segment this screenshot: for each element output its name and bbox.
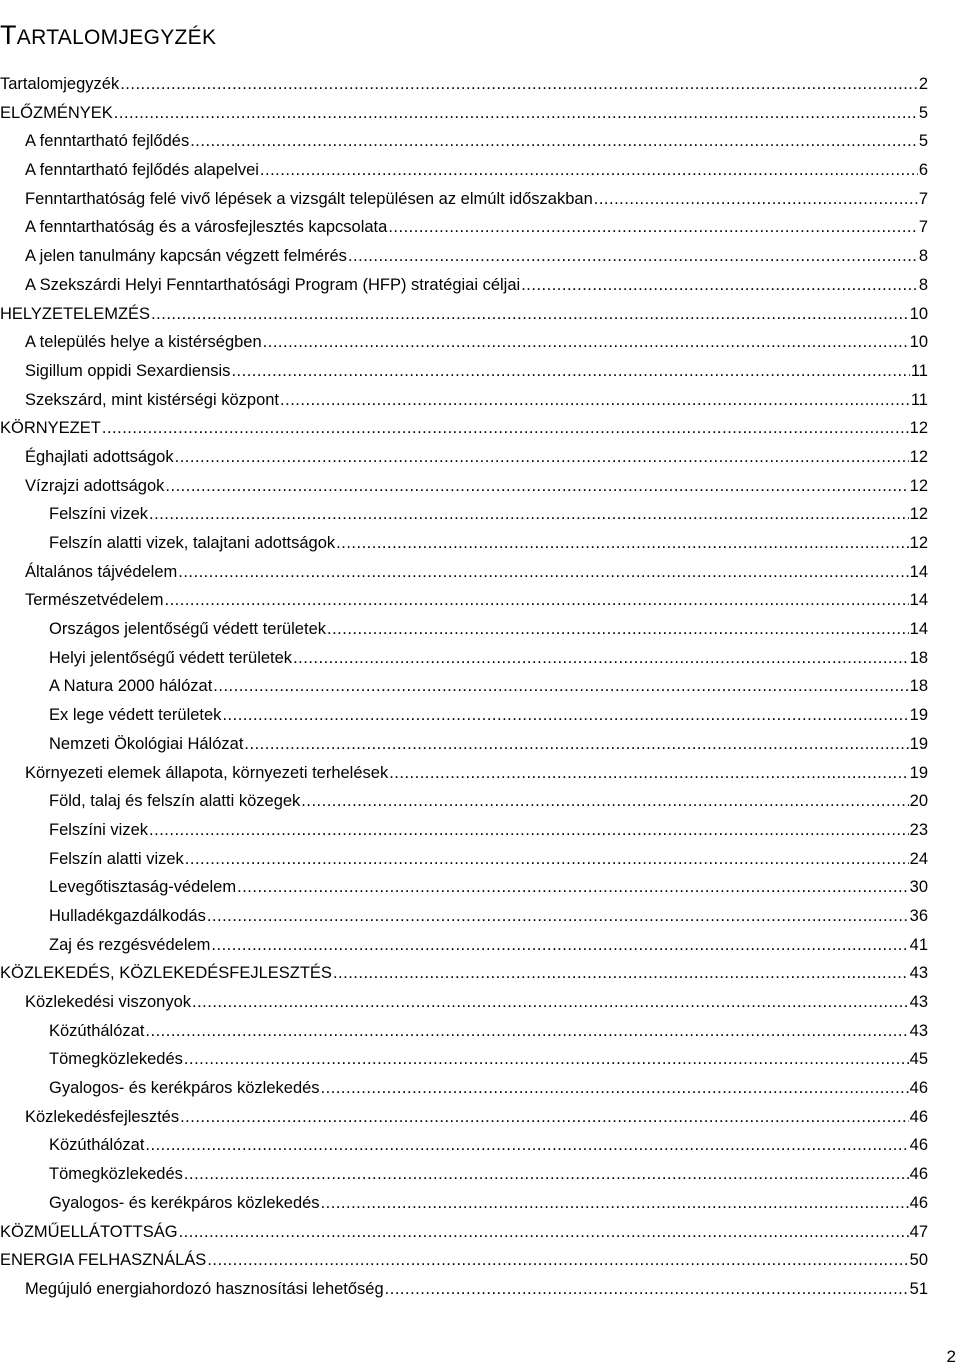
dot-leader bbox=[321, 1189, 909, 1218]
toc-entry-page: 14 bbox=[909, 562, 928, 581]
toc-entry-label: Közlekedésfejlesztés bbox=[25, 1107, 180, 1126]
toc-entry-page: 18 bbox=[909, 677, 928, 696]
toc-entry-page: 10 bbox=[909, 333, 928, 352]
dot-leader bbox=[102, 414, 909, 443]
toc-entry-label: Zaj és rezgésvédelem bbox=[49, 935, 211, 954]
dot-leader bbox=[348, 242, 918, 271]
toc-entry-page: 46 bbox=[909, 1079, 928, 1098]
toc-entry-label: Szekszárd, mint kistérségi központ bbox=[25, 390, 280, 409]
dot-leader bbox=[178, 558, 908, 587]
title-first-letter: T bbox=[0, 20, 17, 51]
toc-entry-page: 5 bbox=[918, 103, 928, 122]
dot-leader bbox=[388, 213, 918, 242]
dot-leader bbox=[280, 386, 910, 415]
toc-entry-page: 18 bbox=[909, 648, 928, 667]
toc-entry[interactable] bbox=[0, 185, 928, 214]
toc-entry-label: Ex lege védett területek bbox=[49, 706, 222, 725]
toc-entry[interactable] bbox=[0, 586, 928, 615]
dot-leader bbox=[207, 1246, 908, 1275]
dot-leader bbox=[327, 615, 909, 644]
toc-entry[interactable] bbox=[0, 1045, 928, 1074]
toc-entry-label: Környezeti elemek állapota, környezeti terhelések bbox=[25, 763, 389, 782]
toc-entry[interactable] bbox=[0, 1103, 928, 1132]
dot-leader bbox=[207, 902, 909, 931]
dot-leader bbox=[185, 845, 909, 874]
dot-leader bbox=[164, 586, 908, 615]
toc-entry-page: 24 bbox=[909, 849, 928, 868]
dot-leader bbox=[180, 1103, 909, 1132]
dot-leader bbox=[145, 1017, 908, 1046]
dot-leader bbox=[114, 99, 918, 128]
dot-leader bbox=[385, 1275, 909, 1304]
toc-entry[interactable] bbox=[0, 1189, 928, 1218]
dot-leader bbox=[333, 959, 909, 988]
dot-leader bbox=[175, 443, 909, 472]
toc-entry-label: Sigillum oppidi Sexardiensis bbox=[25, 361, 231, 380]
dot-leader bbox=[521, 271, 918, 300]
toc-entry-label: KÖZMŰELLÁTOTTSÁG bbox=[0, 1222, 178, 1241]
toc-entry-label: A fenntarthatóság és a városfejlesztés kapcsolata bbox=[25, 218, 388, 237]
toc-entry[interactable] bbox=[0, 1074, 928, 1103]
dot-leader bbox=[184, 1160, 909, 1189]
toc-entry[interactable] bbox=[0, 213, 928, 242]
toc-entry-page: 43 bbox=[909, 993, 928, 1011]
toc-entry-label: Gyalogos- és kerékpáros közlekedés bbox=[49, 1193, 320, 1212]
page-number: 2 bbox=[946, 1347, 956, 1366]
toc-entry[interactable] bbox=[0, 873, 928, 902]
toc-entry-page: 50 bbox=[909, 1251, 928, 1270]
toc-entry[interactable] bbox=[0, 271, 928, 300]
toc-entry-page: 46 bbox=[909, 1193, 928, 1212]
toc-entry-label: A jelen tanulmány kapcsán végzett felmérés bbox=[25, 247, 347, 266]
toc-entry[interactable] bbox=[0, 1246, 928, 1275]
dot-leader bbox=[165, 472, 908, 501]
toc-entry-page: 30 bbox=[909, 878, 928, 897]
toc-entry-page: 7 bbox=[918, 218, 928, 237]
toc-entry[interactable] bbox=[0, 730, 928, 759]
toc-entry[interactable] bbox=[0, 156, 928, 185]
toc-entry-page: 47 bbox=[909, 1222, 928, 1241]
toc-entry[interactable] bbox=[0, 127, 928, 156]
toc-entry-page: 19 bbox=[909, 763, 928, 782]
toc-entry-page: 11 bbox=[910, 390, 928, 409]
title-rest: ARTALOMJEGYZÉK bbox=[16, 26, 217, 50]
dot-leader bbox=[149, 816, 909, 845]
toc-entry-label: Megújuló energiahordozó hasznosítási lehetőség bbox=[25, 1279, 384, 1298]
toc-entry-page: 8 bbox=[918, 275, 928, 294]
toc-entry-page: 12 bbox=[909, 419, 928, 438]
toc-entry-label: A fenntartható fejlődés bbox=[25, 132, 190, 151]
toc-entry-label: Helyi jelentőségű védett területek bbox=[49, 648, 293, 667]
dot-leader bbox=[321, 1074, 909, 1103]
toc-entry-page: 36 bbox=[909, 906, 928, 925]
toc-entry-label: Felszín alatti vizek, talajtani adottságok bbox=[49, 534, 336, 552]
dot-leader bbox=[260, 156, 918, 185]
dot-leader bbox=[389, 759, 908, 788]
dot-leader bbox=[211, 931, 908, 960]
toc-entry-label: Hulladékgazdálkodás bbox=[49, 906, 206, 925]
toc-entry[interactable] bbox=[0, 1160, 928, 1189]
toc-entry-page: 43 bbox=[909, 964, 928, 983]
toc-entry-page: 51 bbox=[909, 1279, 928, 1298]
toc-entry-label: Gyalogos- és kerékpáros közlekedés bbox=[49, 1079, 320, 1098]
toc-entry-label: Természetvédelem bbox=[25, 591, 164, 610]
dot-leader bbox=[184, 1045, 909, 1074]
toc-entry-label: Föld, talaj és felszín alatti közegek bbox=[49, 792, 301, 811]
dot-leader bbox=[222, 701, 908, 730]
dot-leader bbox=[190, 127, 918, 156]
toc-entry-page: 12 bbox=[909, 476, 928, 495]
toc-entry[interactable] bbox=[0, 357, 928, 386]
toc-entry-page: 7 bbox=[918, 189, 928, 208]
toc-entry-label: Levegőtisztaság-védelem bbox=[49, 878, 237, 897]
toc-entry-label: Felszín alatti vizek bbox=[49, 849, 184, 868]
toc-entry-page: 14 bbox=[909, 620, 928, 639]
toc-entry-page: 14 bbox=[909, 591, 928, 610]
toc-entry-page: 46 bbox=[909, 1165, 928, 1184]
toc-entry-page: 10 bbox=[909, 304, 928, 323]
dot-leader bbox=[263, 328, 909, 357]
toc-entry-page: 12 bbox=[909, 534, 928, 552]
dot-leader bbox=[244, 730, 908, 759]
toc-entry[interactable] bbox=[0, 529, 928, 558]
toc-entry-page: 2 bbox=[918, 75, 928, 93]
toc-entry-label: Tömegközlekedés bbox=[49, 1050, 183, 1069]
dot-leader bbox=[293, 644, 909, 673]
dot-leader bbox=[151, 300, 909, 329]
dot-leader bbox=[149, 500, 909, 529]
toc-entry-label: A fenntartható fejlődés alapelvei bbox=[25, 161, 259, 180]
toc-entry[interactable] bbox=[0, 615, 928, 644]
toc-entry-label: Nemzeti Ökológiai Hálózat bbox=[49, 734, 244, 753]
toc-entry[interactable] bbox=[0, 959, 928, 988]
toc-entry[interactable] bbox=[0, 759, 928, 788]
toc-entry-page: 46 bbox=[909, 1136, 928, 1155]
toc-entry[interactable] bbox=[0, 414, 928, 443]
toc-entry-page: 20 bbox=[909, 792, 928, 811]
toc-entry-label: ELŐZMÉNYEK bbox=[0, 103, 113, 122]
toc-entry[interactable] bbox=[0, 386, 928, 415]
toc-entry-page: 12 bbox=[909, 505, 928, 524]
toc-entry-page: 12 bbox=[909, 447, 928, 466]
toc-entry[interactable] bbox=[0, 644, 928, 673]
toc-entry[interactable] bbox=[0, 1275, 928, 1304]
toc-entry-label: ENERGIA FELHASZNÁLÁS bbox=[0, 1251, 207, 1270]
toc-entry-page: 46 bbox=[909, 1107, 928, 1126]
toc-entry-label: Éghajlati adottságok bbox=[25, 447, 174, 466]
dot-leader bbox=[213, 672, 908, 701]
toc-entry-page: 41 bbox=[909, 935, 928, 954]
toc-entry[interactable] bbox=[0, 902, 928, 931]
toc-entry-page: 11 bbox=[910, 361, 928, 380]
toc-entry-label: HELYZETELEMZÉS bbox=[0, 304, 151, 323]
toc-entry-page: 19 bbox=[909, 706, 928, 725]
toc-entry[interactable] bbox=[0, 558, 928, 587]
dot-leader bbox=[336, 529, 908, 558]
toc-entry[interactable] bbox=[0, 1218, 928, 1247]
toc-entry[interactable] bbox=[0, 443, 928, 472]
toc-entry-label: A település helye a kistérségben bbox=[25, 333, 262, 352]
toc-entry-page: 19 bbox=[909, 734, 928, 753]
toc-entry-page: 45 bbox=[909, 1050, 928, 1069]
toc-entry[interactable] bbox=[0, 99, 928, 128]
toc-entry[interactable] bbox=[0, 845, 928, 874]
toc-entry-label: Felszíni vizek bbox=[49, 505, 149, 524]
toc-entry[interactable] bbox=[0, 672, 928, 701]
toc-entry-label: Fenntarthatóság felé vivő lépések a vizsgált településen az elmúlt időszakban bbox=[25, 189, 593, 208]
toc-entry-label: Közúthálózat bbox=[49, 1136, 145, 1155]
toc-entry-label: Tartalomjegyzék bbox=[0, 75, 120, 93]
toc-entry[interactable] bbox=[0, 242, 928, 271]
toc-entry-label: Tömegközlekedés bbox=[49, 1165, 183, 1184]
page-title bbox=[0, 20, 216, 51]
toc-entry-label: Közúthálózat bbox=[49, 1021, 145, 1040]
dot-leader bbox=[237, 873, 909, 902]
toc-entry[interactable] bbox=[0, 701, 928, 730]
toc-entry-page: 23 bbox=[909, 820, 928, 839]
toc-entry-label: A Szekszárdi Helyi Fenntarthatósági Program (HFP) stratégiai céljai bbox=[25, 275, 521, 294]
toc-entry[interactable] bbox=[0, 300, 928, 329]
table-of-contents bbox=[0, 70, 928, 1304]
toc-entry[interactable] bbox=[0, 70, 928, 99]
toc-entry-page: 8 bbox=[918, 247, 928, 266]
toc-entry[interactable] bbox=[0, 787, 928, 816]
dot-leader bbox=[231, 357, 909, 386]
toc-entry-label: KÖRNYEZET bbox=[0, 419, 101, 438]
toc-entry[interactable] bbox=[0, 816, 928, 845]
toc-entry-label: KÖZLEKEDÉS, KÖZLEKEDÉSFEJLESZTÉS bbox=[0, 964, 332, 983]
toc-entry[interactable] bbox=[0, 472, 928, 501]
toc-entry-label: Országos jelentőségű védett területek bbox=[49, 620, 326, 639]
toc-entry-page: 5 bbox=[918, 132, 928, 151]
dot-leader bbox=[301, 787, 908, 816]
toc-entry-label: A Natura 2000 hálózat bbox=[49, 677, 213, 696]
dot-leader bbox=[120, 70, 918, 99]
dot-leader bbox=[594, 185, 918, 214]
toc-entry-label: Általános tájvédelem bbox=[25, 562, 178, 581]
toc-entry-label: Vízrajzi adottságok bbox=[25, 476, 165, 495]
toc-entry[interactable] bbox=[0, 988, 928, 1017]
dot-leader bbox=[179, 1218, 909, 1247]
toc-entry-page: 6 bbox=[918, 161, 928, 180]
toc-entry[interactable] bbox=[0, 1017, 928, 1046]
toc-entry-label: Felszíni vizek bbox=[49, 820, 149, 839]
dot-leader bbox=[192, 988, 909, 1017]
toc-entry[interactable] bbox=[0, 328, 928, 357]
toc-entry[interactable] bbox=[0, 931, 928, 960]
toc-entry[interactable] bbox=[0, 500, 928, 529]
toc-entry-page: 43 bbox=[909, 1021, 928, 1040]
toc-entry-label: Közlekedési viszonyok bbox=[25, 993, 191, 1011]
dot-leader bbox=[145, 1131, 908, 1160]
toc-entry[interactable] bbox=[0, 1131, 928, 1160]
